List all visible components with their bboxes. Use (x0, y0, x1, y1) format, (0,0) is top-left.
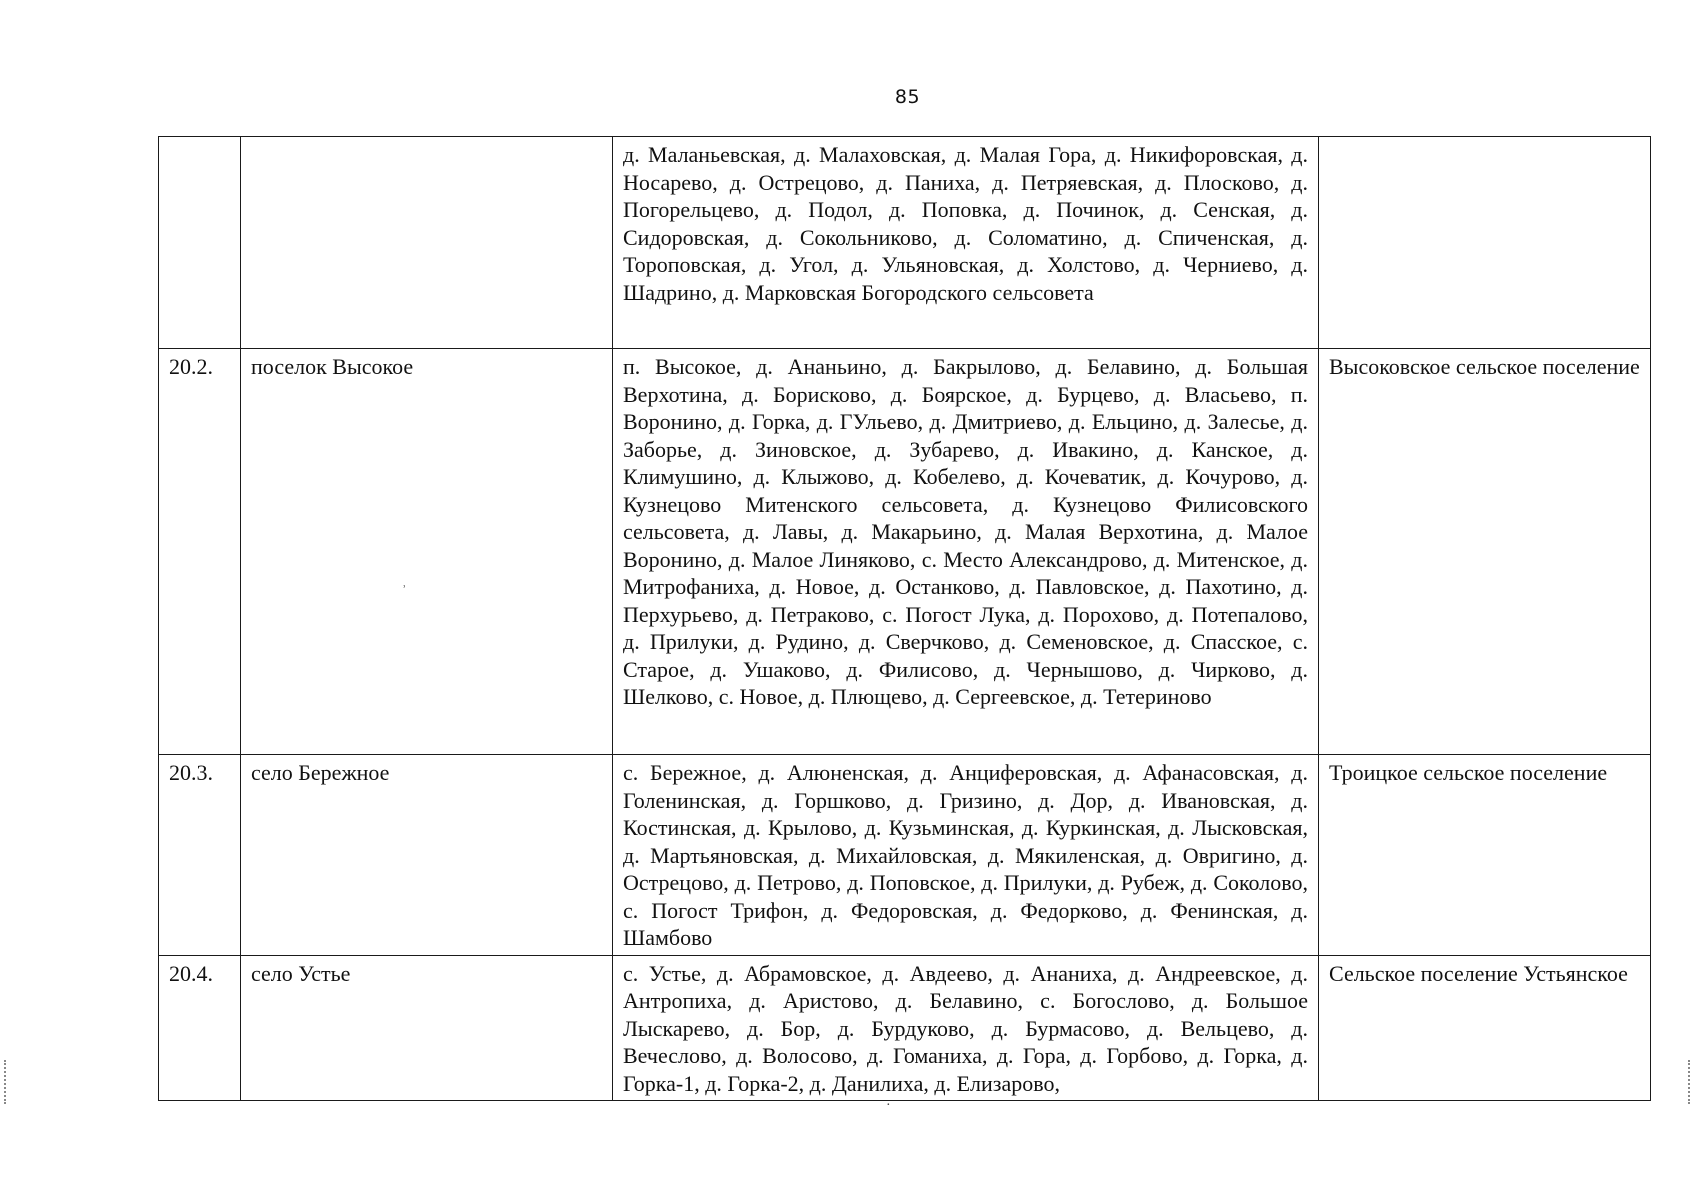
page-number: 85 (894, 86, 921, 108)
row-number-cell: 20.4. (159, 955, 241, 1101)
settlement-cell: Сельское поселение Устьянское (1319, 955, 1651, 1101)
settlements-table (158, 136, 1651, 1101)
table-row (159, 349, 1651, 755)
localities-cell: п. Высокое, д. Ананьино, д. Бакрылово, д. Белавино, д. Большая Верхотина, д. Борисково, д. Боярское, д. Бурцево, д. Власьево, п. Воронино, д. Горка, д. ГУльево, д. Дмитриево, д. Ельцино, д. Залесье, д. Заборье, д. Зиновское, д. Зубарево, д. Ивакино, д. Канское, д. Климушино, д. Клыжово, д. Кобелево, д. Кочеватик, д. Кочурово, д. Кузнецово Митенского сельсовета, д. Кузнецово Филисовского сельсовета, д. Лавы, д. Макарьино, д. Малая Верхотина, д. Малое Воронино, д. Малое Линяково, с. Место Александрово, д. Митенское, д. Митрофаниха, д. Новое, д. Останково, д. Павловское, д. Пахотино, д. Перхурьево, д. Петраково, с. Погост Лука, д. Порохово, д. Потепалово, д. Прилуки, д. Рудино, д. Сверчково, д. Семеновское, д. Спасское, с. Старое, д. Ушаково, д. Филисово, д. Чернышово, д. Чирково, д. Шелково, с. Новое, д. Плющево, д. Сергеевское, д. Тетериново (613, 349, 1319, 755)
admin-center-cell (241, 137, 613, 349)
scan-speck: · (886, 1098, 891, 1113)
settlement-cell (1319, 137, 1651, 349)
scan-edge-mark (4, 1060, 8, 1104)
table-row (159, 955, 1651, 1101)
admin-center-cell: село Бережное (241, 755, 613, 956)
settlement-cell: Троицкое сельское поселение (1319, 755, 1651, 956)
admin-center-cell: поселок Высокое (241, 349, 613, 755)
settlement-cell: Высоковское сельское поселение (1319, 349, 1651, 755)
table-row (159, 755, 1651, 956)
table-row (159, 137, 1651, 349)
row-number-cell: 20.2. (159, 349, 241, 755)
scan-speck: ʾ (402, 584, 407, 599)
localities-cell: д. Маланьевская, д. Малаховская, д. Малая Гора, д. Никифоровская, д. Носарево, д. Острецово, д. Паниха, д. Петряевская, д. Плосково, д. Погорельцево, д. Подол, д. Поповка, д. Починок, д. Сенская, д. Сидоровская, д. Сокольниково, д. Соломатино, д. Спиченская, д. Тороповская, д. Угол, д. Ульяновская, д. Холстово, д. Черниево, д. Шадрино, д. Марковская Богородского сельсовета (613, 137, 1319, 349)
scan-edge-mark (1688, 1060, 1692, 1104)
localities-cell: с. Бережное, д. Алюненская, д. Анциферовская, д. Афанасовская, д. Голенинская, д. Горшково, д. Гризино, д. Дор, д. Ивановская, д. Костинская, д. Крылово, д. Кузьминская, д. Куркинская, д. Лысковская, д. Мартьяновская, д. Михайловская, д. Мякиленская, д. Овригино, д. Острецово, д. Петрово, д. Поповское, д. Прилуки, д. Рубеж, д. Соколово, с. Погост Трифон, д. Федоровская, д. Федорково, д. Фенинская, д. Шамбово (613, 755, 1319, 956)
admin-center-cell: село Устье (241, 955, 613, 1101)
row-number-cell (159, 137, 241, 349)
row-number-cell: 20.3. (159, 755, 241, 956)
localities-cell: с. Устье, д. Абрамовское, д. Авдеево, д. Ананиха, д. Андреевское, д. Антропиха, д. Аристово, д. Белавино, с. Богослово, д. Большое Лыскарево, д. Бор, д. Бурдуково, д. Бурмасово, д. Вельцево, д. Вечеслово, д. Волосово, д. Гоманиха, д. Гора, д. Горбово, д. Горка, д. Горка-1, д. Горка-2, д. Данилиха, д. Елизарово, (613, 955, 1319, 1101)
